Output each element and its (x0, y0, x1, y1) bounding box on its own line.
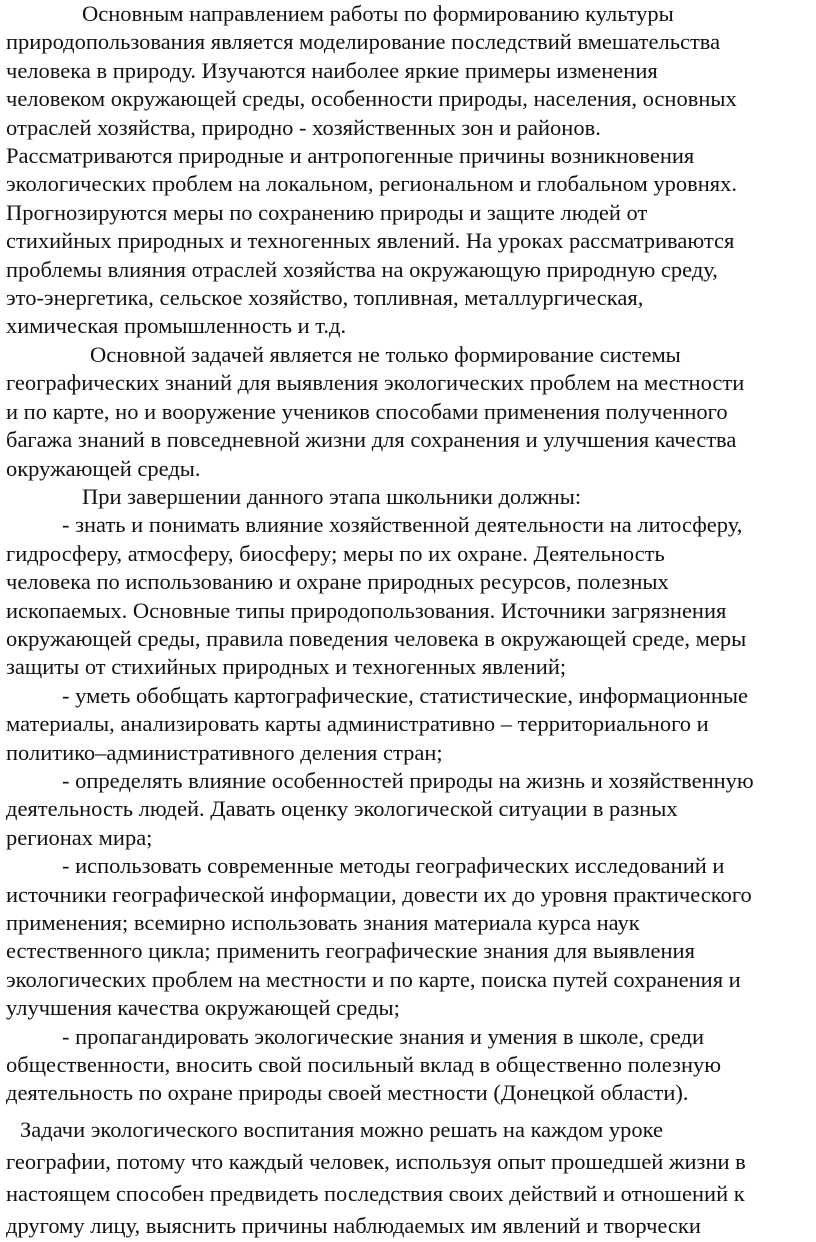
text-line: гидросферу, атмосферу, биосферу; меры по их охране. Деятельность (6, 540, 665, 566)
text-line: естественного цикла; применить географические знания для выявления (6, 938, 695, 964)
text-line: Рассматриваются природные и антропогенные причины возникновения (6, 143, 695, 169)
text-line: Основной задачей является не только формирование системы (90, 341, 681, 367)
text-line: отраслей хозяйства, природно - хозяйственных зон и районов. (6, 114, 601, 140)
text-line: багажа знаний в повседневной жизни для сохранения и улучшения качества (6, 427, 737, 453)
text-line: человека по использованию и охране природных ресурсов, полезных (6, 569, 669, 595)
text-line: политико–административного деления стран; (6, 739, 443, 765)
text-line: - использовать современные методы географических исследований и (62, 853, 725, 879)
list-item-use-methods (6, 852, 812, 1022)
text-line: стихийных природных и техногенных явлений. На уроках рассматриваются (6, 228, 735, 254)
paragraph-ecological-education (6, 1114, 812, 1242)
text-line: ископаемых. Основные типы природопользования. Источники загрязнения (6, 597, 727, 623)
text-line: - пропагандировать экологические знания и умения в школе, среди (62, 1023, 705, 1049)
text-line: защиты от стихийных природных и техногенных явлений; (6, 654, 567, 680)
text-line: применения; всемирно использовать знания материала курса наук (6, 910, 640, 935)
text-line: химическая промышленность и т.д. (6, 313, 347, 339)
text-line: географических знаний для выявления экологических проблем на местности (6, 370, 745, 396)
text-line: улучшения качества окружающей среды; (6, 995, 400, 1021)
text-line: и по карте, но и вооружение учеников способами применения полученного (6, 398, 728, 424)
text-line: географии, потому что каждый человек, используя опыт прошедшей жизни в (6, 1148, 746, 1174)
list-item-promote (6, 1023, 812, 1108)
text-line: экологических проблем на локальном, региональном и глобальном уровнях. (6, 171, 738, 197)
text-line: настоящем способен предвидеть последствия своих действий и отношений к (6, 1180, 745, 1206)
text-line: окружающей среды. (6, 455, 201, 481)
text-line: общественности, вносить свой посильный вклад в общественно полезную (6, 1052, 722, 1078)
text-line: источники географической информации, довести их до уровня практического (6, 881, 752, 907)
text-line: материалы, анализировать карты административно – территориального и (6, 711, 709, 737)
text-line: деятельность по охране природы своей местности (Донецкой области). (6, 1080, 689, 1106)
text-line: природопользования является моделирование последствий вмешательства (6, 29, 721, 55)
text-line: человека в природу. Изучаются наиболее яркие примеры изменения (6, 57, 658, 83)
text-line: это-энергетика, сельское хозяйство, топливная, металлургическая, (6, 285, 644, 311)
text-line: регионах мира; (6, 824, 153, 850)
text-line: Основным направлением работы по формированию культуры (82, 1, 674, 26)
paragraph-stage-intro (6, 483, 812, 511)
text-line: - определять влияние особенностей природы на жизнь и хозяйственную (62, 767, 754, 793)
text-line: проблемы влияния отраслей хозяйства на окружающую природную среду, (6, 256, 718, 282)
text-line: окружающей среды, правила поведения человека в окружающей среде, меры (6, 625, 747, 651)
text-line: человеком окружающей среды, особенности природы, населения, основных (6, 86, 737, 112)
text-line: экологических проблем на местности и по карте, поиска путей сохранения и (6, 966, 741, 992)
text-line: - уметь обобщать картографические, статистические, информационные (62, 682, 749, 708)
text-line: - знать и понимать влияние хозяйственной деятельности на литосферу, (62, 512, 743, 538)
text-line: Прогнозируются меры по сохранению природы и защите людей от (6, 199, 648, 225)
text-line: При завершении данного этапа школьники должны: (82, 483, 582, 509)
text-line: другому лицу, выяснить причины наблюдаемых им явлений и творчески (6, 1212, 701, 1238)
text-line: деятельность людей. Давать оценку экологической ситуации в разных (6, 796, 678, 822)
list-item-know (6, 511, 812, 681)
paragraph-main-direction (6, 0, 812, 341)
text-line: Задачи экологического воспитания можно решать на каждом уроке (20, 1116, 663, 1142)
list-item-generalize (6, 682, 812, 767)
list-item-determine (6, 767, 812, 852)
paragraph-main-task (6, 341, 812, 483)
